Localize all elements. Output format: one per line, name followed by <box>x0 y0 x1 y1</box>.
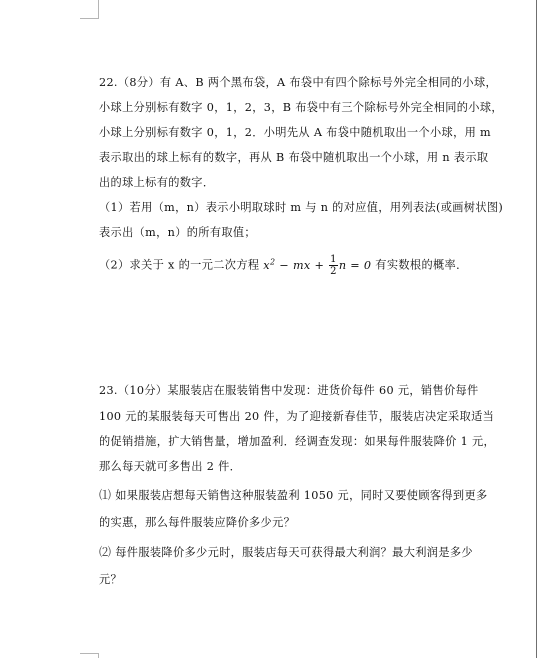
q23-line-1: 23.（10分）某服装店在服装销售中发现：进货价每件 60 元，销售价每件 <box>99 384 479 397</box>
q23-line-4: 那么每天就可多售出 2 件． <box>99 460 242 473</box>
fraction-denominator: 2 <box>330 266 337 278</box>
q23-part1-text-1: 如果服装店想每天销售这种服装盈利 1050 元，同时又要使顾客得到更多 <box>111 489 488 502</box>
q23-part1-line-1 <box>99 488 488 503</box>
q23-part1-marker: ⑴ <box>99 488 112 502</box>
q23-line-2: 100 元的某服装每天可售出 20 件，为了迎接新春佳节，服装店决定采取适当 <box>99 410 495 423</box>
equation-rhs: n = 0 <box>338 258 372 272</box>
equation-fraction <box>329 254 338 277</box>
equation <box>263 254 372 278</box>
equation-exponent: 2 <box>269 257 276 266</box>
q23-part1-line-2: 的实惠，那么每件服装应降价多少元？ <box>99 516 296 529</box>
q22-part2-suffix: 有实数根的概率． <box>371 258 468 272</box>
q22-part2-prefix: （2）求关于 x 的一元二次方程 <box>99 258 264 272</box>
q23-part2-text-1: 每件服装降价多少元时，服装店每天可获得最大利润？最大利润是多少 <box>111 546 473 559</box>
q23-part2-line-2: 元？ <box>99 573 123 586</box>
q22-line-2: 小球上分别标有数字 0，1，2，3，B 布袋中有三个除标号外完全相同的小球， <box>99 101 503 114</box>
q23-part2-marker: ⑵ <box>99 545 112 559</box>
q22-line-1: 22.（8分）有 A、B 两个黑布袋，A 布袋中有四个除标号外完全相同的小球， <box>99 76 498 89</box>
equation-minus-mx: − mx + <box>275 258 329 272</box>
crop-mark-bottom-vertical <box>98 653 99 658</box>
q22-line-4: 表示取出的球上标有的数字，再从 B 布袋中随机取出一个小球，用 n 表示取 <box>99 151 489 164</box>
q22-line-3: 小球上分别标有数字 0，1，2．小明先从 A 布袋中随机取出一个小球，用 m <box>99 126 492 139</box>
q22-line-5: 出的球上标有的数字． <box>99 176 215 189</box>
equation-x: x <box>263 258 270 272</box>
fraction-numerator: 1 <box>330 254 337 266</box>
crop-mark-top-vertical <box>98 0 99 18</box>
right-page-border <box>536 0 537 658</box>
q22-part2 <box>99 250 468 278</box>
crop-mark-top-horizontal <box>80 18 99 19</box>
crop-mark-bottom-horizontal <box>80 653 99 654</box>
q22-part1-line-2: 表示出（m，n）的所有取值； <box>99 226 256 239</box>
q23-part2-line-1 <box>99 545 473 560</box>
q23-line-3: 的促销措施，扩大销售量，增加盈利．经调查发现：如果每件服装降价 1 元， <box>99 435 496 448</box>
q22-part1-line-1: （1）若用（m，n）表示小明取球时 m 与 n 的对应值，用列表法(或画树状图) <box>99 201 504 214</box>
